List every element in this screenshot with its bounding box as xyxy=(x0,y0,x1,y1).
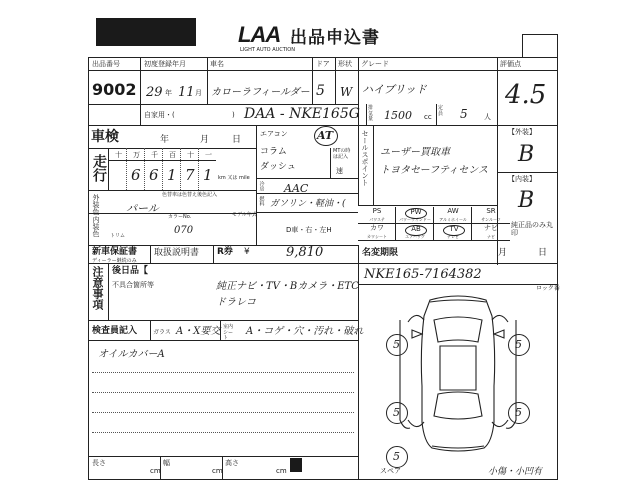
first-reg-year: 29 xyxy=(146,85,163,100)
at-value: AT xyxy=(317,129,334,142)
int-label: 【内装】 xyxy=(508,175,536,183)
equip-label: AW xyxy=(447,207,459,215)
yen-label: ¥ xyxy=(244,247,250,257)
equip-label: PW xyxy=(405,208,427,219)
mileage-cell-divider xyxy=(162,148,163,190)
footer-top xyxy=(88,456,358,457)
inspection-bottom xyxy=(88,148,256,149)
fuel-label: 燃料 xyxy=(258,196,265,206)
equip-cell xyxy=(472,207,510,224)
manual-label: 取扱説明書 xyxy=(154,248,200,258)
doors-value: 5 xyxy=(316,83,325,99)
checker-label: 検査員記入 xyxy=(92,326,138,336)
mileage-unit-label: 十 xyxy=(115,151,122,159)
shape-label: 形状 xyxy=(338,60,352,68)
internal-sheet-label: 室内シート xyxy=(223,324,234,341)
warranty-row-bottom xyxy=(88,263,558,264)
mileage-cell-divider xyxy=(198,148,199,190)
aircon-label: エアコン xyxy=(260,130,288,138)
width-cm: cm xyxy=(212,467,223,475)
mileage-unit-label: 百 xyxy=(169,151,176,159)
sales-label-divider xyxy=(373,125,374,205)
car-diagram xyxy=(360,290,556,458)
mileage-label-divider xyxy=(108,148,109,190)
disp-value: 1500 xyxy=(384,109,412,122)
equip-cell xyxy=(472,224,510,241)
inspection-month: 月 xyxy=(200,135,210,145)
checker-bottom xyxy=(88,340,358,341)
glass-value: A・X要交 xyxy=(176,326,221,337)
corner-box xyxy=(522,34,558,58)
ext-label: 【外装】 xyxy=(508,128,536,136)
trim-label: トリム xyxy=(110,233,126,239)
aircon-bottom xyxy=(256,178,358,179)
inspection-day: 日 xyxy=(232,135,242,145)
tire-circle xyxy=(386,334,408,356)
tire-tread-value: 5 xyxy=(393,450,400,463)
col-disp-divider xyxy=(366,104,367,125)
mileage-cell-divider xyxy=(180,148,181,190)
notes-bottom xyxy=(88,320,358,321)
fuel-bottom xyxy=(256,212,358,213)
mileage-bottom xyxy=(88,190,256,191)
equip-cell xyxy=(358,207,396,224)
color-no-label: カラーNo. xyxy=(168,214,192,220)
equip-sub-label: カワシート xyxy=(367,234,387,239)
tire-tread-value: 5 xyxy=(515,338,522,351)
mileage-digit: 6 xyxy=(149,166,159,184)
cooler-label: 冷房 xyxy=(258,181,265,191)
equip-sub-label: エアバッグ xyxy=(405,234,425,239)
col-lot-divider xyxy=(140,57,141,125)
cooler-bottom xyxy=(256,193,358,194)
sales-point-label: セールスポイント xyxy=(361,130,369,186)
redacted-stamp xyxy=(96,18,196,46)
name-change-label: 名変期限 xyxy=(362,248,399,258)
frame-no-bottom xyxy=(358,284,558,285)
sales-point-value: ユーザー買取車 xyxy=(380,147,450,158)
shape-value: W xyxy=(340,85,353,99)
tire-tread-value: 5 xyxy=(393,338,400,351)
capacity-value: 5 xyxy=(460,107,468,121)
col-car-divider xyxy=(312,57,313,104)
manual-divider xyxy=(213,245,214,263)
speed-label: 速 xyxy=(336,167,343,175)
mileage-digit: 6 xyxy=(131,166,141,184)
footer-div-1 xyxy=(160,456,161,480)
equip-sub-label: ナビ xyxy=(487,234,495,239)
model-code-value: DAA - NKE165G xyxy=(244,106,360,122)
brand-tagline: LIGHT AUTO AUCTION xyxy=(240,47,295,53)
fuel-value: ガソリン・軽油・( xyxy=(270,199,346,209)
equip-sub-label: アルミホイール xyxy=(439,217,467,222)
checker-divider xyxy=(150,320,151,340)
footer-div-2 xyxy=(222,456,223,480)
first-reg-label: 初度登録年月 xyxy=(144,60,186,68)
inspection-label: 車検 xyxy=(91,129,119,145)
row-private-line xyxy=(140,104,358,105)
tires-footer: 小傷・小凹有 xyxy=(488,467,543,477)
lot-no-value: 9002 xyxy=(92,80,137,99)
redacted-footer xyxy=(290,458,302,472)
ext-grade-value: B xyxy=(518,142,535,167)
tire-circle xyxy=(386,402,408,424)
equip-sub-label: パワステ xyxy=(369,217,385,222)
length-cm: cm xyxy=(150,467,161,475)
column-label: コラム xyxy=(260,147,287,157)
defect-label: 不具合箇所等 xyxy=(112,281,154,289)
int-grade-value: B xyxy=(518,188,535,213)
mileage-cell-divider xyxy=(144,148,145,190)
car-name-value: カローラフィールダー xyxy=(211,87,310,98)
d-unit-label: D車・右・左H xyxy=(286,226,332,234)
sales-point-value-2: トヨタセーフティセンス xyxy=(380,165,488,176)
height-label: 高さ xyxy=(225,459,239,467)
checker-rule-2 xyxy=(92,392,354,393)
lock-box-label: ロック番 xyxy=(536,285,560,292)
score-value: 4.5 xyxy=(505,80,547,110)
mileage-digit: 1 xyxy=(203,166,213,184)
equip-cell xyxy=(396,224,434,241)
mileage-unit-label: 十 xyxy=(187,151,194,159)
equip-cell xyxy=(434,224,472,241)
person-label: 人 xyxy=(484,113,491,121)
row1-header-line xyxy=(88,70,558,71)
color-code-value: 070 xyxy=(174,225,194,236)
mileage-digit: 1 xyxy=(167,166,177,184)
warranty-divider xyxy=(150,245,151,263)
height-cm: cm xyxy=(276,467,287,475)
checker-notes: オイルカバーA xyxy=(98,349,165,360)
model-year-label: モデル年式 xyxy=(232,212,257,218)
col-reg-divider xyxy=(207,57,208,104)
spare-label: スペア xyxy=(380,467,401,475)
tire-tread-value: 5 xyxy=(515,406,522,419)
purebred-label: 純正品のみ丸印 xyxy=(511,221,553,237)
equip-sub-label: サンルーフ xyxy=(481,217,501,222)
glass-label: ガラス xyxy=(153,329,171,336)
equip-cell xyxy=(396,207,434,224)
r-ticket-value: 9,810 xyxy=(286,245,324,260)
left-col-divider xyxy=(256,125,257,245)
disp-label: 排気量 xyxy=(368,105,374,122)
ext-bottom xyxy=(497,172,558,173)
doors-label: ドア xyxy=(316,60,330,68)
checker-rule-1 xyxy=(92,372,354,373)
first-reg-year-suffix: 年 xyxy=(165,89,172,97)
score-label: 評価点 xyxy=(500,60,521,68)
checker-rule-4 xyxy=(92,432,354,433)
cooler-value: AAC xyxy=(284,182,309,195)
r-ticket-label: R券 xyxy=(217,247,233,257)
equip-label: TV xyxy=(443,225,465,236)
form-title: 出品申込書 xyxy=(290,28,380,48)
mileage-digit: 7 xyxy=(185,166,195,184)
mileage-cell-divider xyxy=(126,148,127,190)
tire-tread-value: 5 xyxy=(393,406,400,419)
equip-label: SR xyxy=(486,207,496,215)
cc-label: cc xyxy=(424,113,432,121)
col-score-divider xyxy=(497,57,498,125)
grade-label: グレード xyxy=(361,60,389,68)
inspection-year: 年 xyxy=(160,135,170,145)
tire-circle xyxy=(508,334,530,356)
grade-value: ハイブリッド xyxy=(362,83,427,96)
equip-sub-label: パワーウインドー xyxy=(399,217,431,222)
first-reg-month: 11 xyxy=(178,85,195,100)
tire-circle xyxy=(508,402,530,424)
mt-label: MTの時は記入 xyxy=(333,148,351,160)
brand-logo: LAA xyxy=(238,22,281,47)
equip-cell xyxy=(358,224,396,241)
mt-divider xyxy=(330,148,331,178)
name-change-month: 月 xyxy=(498,248,508,258)
mileage-label: 走行 xyxy=(91,154,107,182)
private-label: 自家用・( xyxy=(144,111,175,119)
notes-divider xyxy=(108,263,109,320)
score-col-divider-2 xyxy=(497,125,498,265)
notes-line1: 純正ナビ・TV・Bカメラ・ETC xyxy=(216,281,359,292)
tire-circle xyxy=(386,446,408,468)
col-door-divider xyxy=(335,57,336,104)
dealer-note: ディーラー継続のみ xyxy=(92,258,137,264)
color-change-note: 色替車は色替え後色記入 xyxy=(162,192,218,198)
r-ticket-divider xyxy=(358,245,359,263)
capacity-label: 定員 xyxy=(438,105,444,117)
mileage-unit-label: 一 xyxy=(205,151,212,159)
color-label: 外装色 xyxy=(92,194,100,215)
equip-label: AB xyxy=(405,225,427,236)
lot-no-label: 出品番号 xyxy=(92,60,120,68)
notes-label: 注意事項 xyxy=(91,266,104,310)
width-label: 幅 xyxy=(163,459,170,467)
dash-label: ダッシュ xyxy=(260,162,296,172)
checker-rule-3 xyxy=(92,412,354,413)
equip-cell xyxy=(434,207,472,224)
equip-label: ナビ xyxy=(484,224,498,232)
km-note: km 又は mile xyxy=(218,175,250,181)
notes-line2: ドラレコ xyxy=(216,297,256,308)
warranty-label: 新車保証書 xyxy=(92,247,138,257)
sales-bottom xyxy=(358,205,497,206)
frame-no-value: NKE165-7164382 xyxy=(364,267,482,282)
color-value: パール xyxy=(126,202,159,215)
interior-options-value: A・コゲ・穴・汚れ・破れ xyxy=(246,326,364,337)
after-date-label: 後日品【 xyxy=(112,266,149,276)
interior-color-label: 内装色 xyxy=(92,216,100,237)
col-cap-divider xyxy=(436,104,437,125)
sales-left-divider xyxy=(358,125,359,205)
diagram-left-divider xyxy=(358,263,359,480)
mileage-unit-label: 万 xyxy=(133,151,140,159)
name-change-day: 日 xyxy=(538,248,548,258)
mileage-unit-label: 千 xyxy=(151,151,158,159)
glass-divider xyxy=(220,320,221,340)
equip-label: カワ xyxy=(370,224,384,232)
private-close: ) xyxy=(232,111,235,119)
length-label: 長さ xyxy=(92,459,106,467)
equip-sub-label: テレビ xyxy=(447,234,459,239)
first-reg-month-suffix: 月 xyxy=(195,89,202,97)
equip-label: PS xyxy=(372,207,382,215)
car-name-label: 車名 xyxy=(210,60,224,68)
